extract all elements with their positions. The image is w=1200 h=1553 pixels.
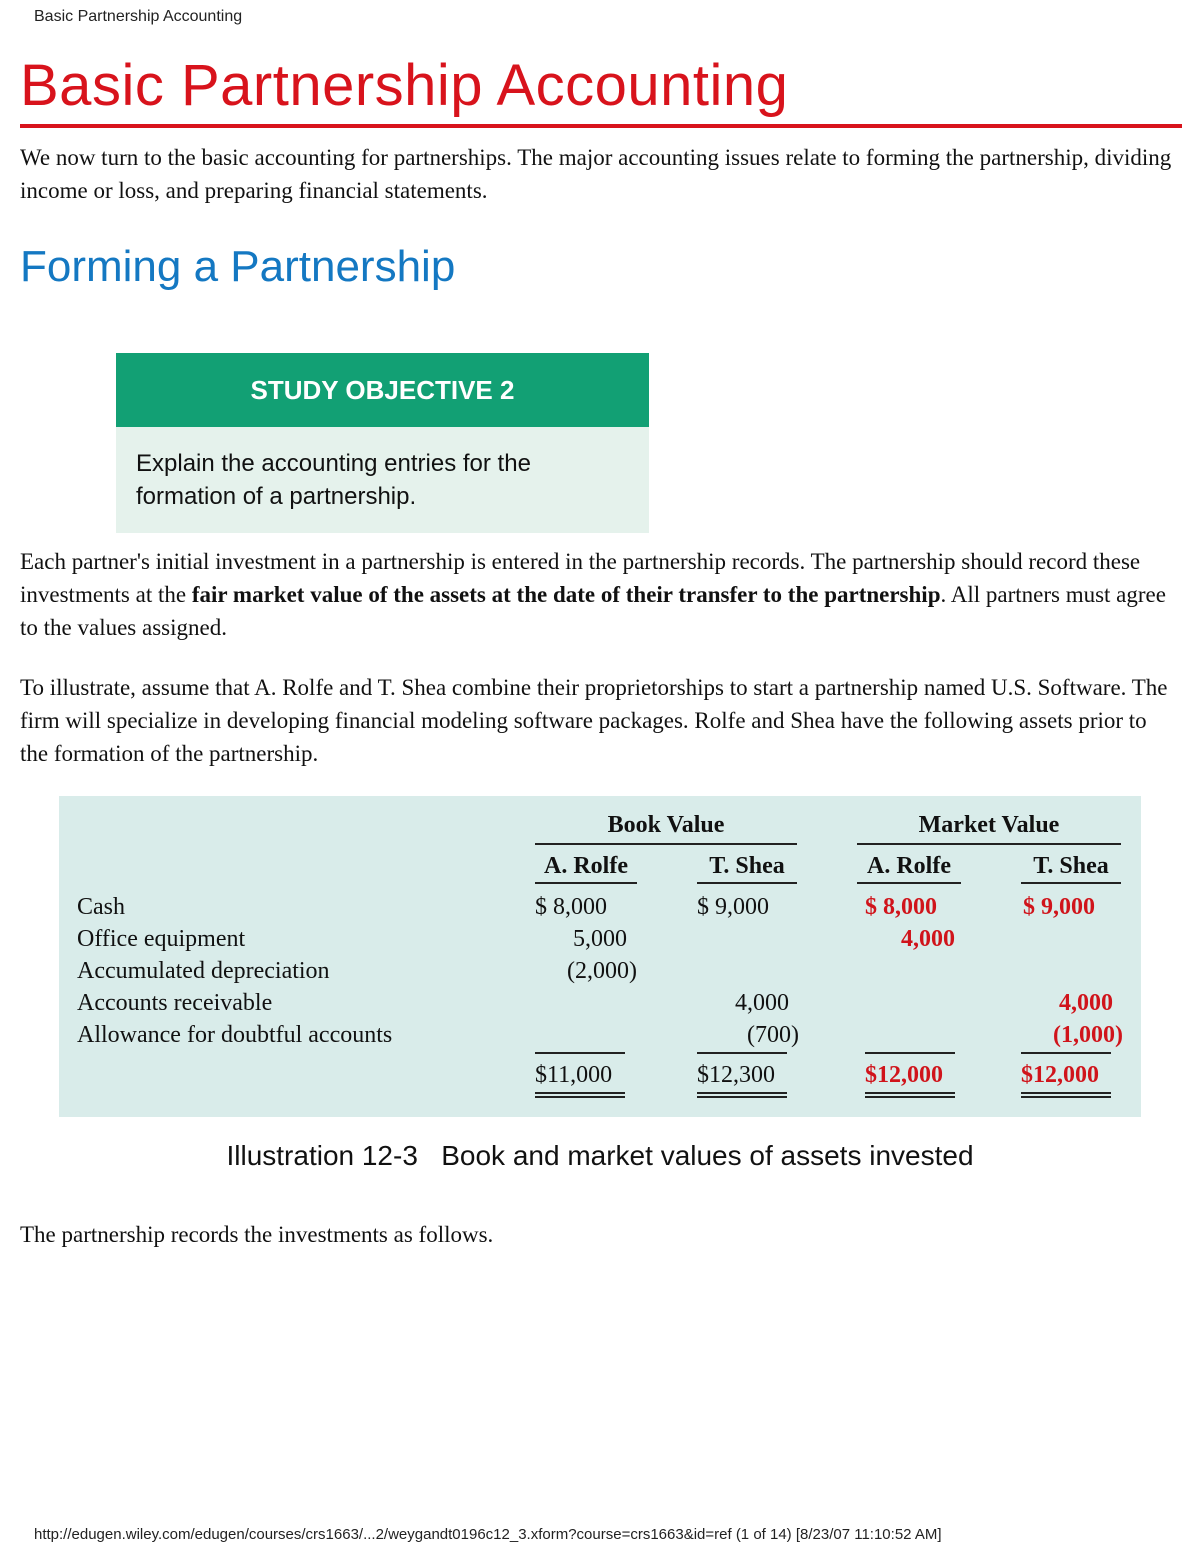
row-label: Accumulated depreciation <box>77 958 330 984</box>
total-cell: $12,300 <box>697 1062 775 1088</box>
table-cell: 5,000 <box>573 926 627 952</box>
total-double-rule <box>535 1092 625 1098</box>
study-objective-box <box>116 353 649 533</box>
subtotal-rule <box>1021 1052 1111 1054</box>
page-footer: http://edugen.wiley.com/edugen/courses/crs1663/...2/weygandt0196c12_3.xform?course=crs1663&id=ref (1 of 14) [8/23/07 11:10:52 AM] <box>34 1526 942 1543</box>
total-double-rule <box>1021 1092 1111 1098</box>
table-cell: 4,000 <box>901 926 955 952</box>
study-objective-heading: STUDY OBJECTIVE 2 <box>116 353 649 427</box>
row-label: Office equipment <box>77 926 246 952</box>
running-header: Basic Partnership Accounting <box>34 8 243 25</box>
table-cell: (700) <box>747 1022 799 1048</box>
investment-text-end: . All partners must agree to the values assigned. <box>20 582 1166 640</box>
col-book-rolfe: A. Rolfe <box>544 853 628 879</box>
table-cell: $ 9,000 <box>697 894 769 920</box>
asset-values-table <box>59 796 1141 1117</box>
subtotal-rule <box>535 1052 625 1054</box>
row-label: Allowance for doubtful accounts <box>77 1022 393 1048</box>
investment-paragraph <box>20 545 1180 644</box>
total-cell: $11,000 <box>535 1062 613 1088</box>
market-value-header: Market Value <box>918 812 1060 838</box>
row-label: Cash <box>77 894 125 920</box>
table-cell: $ 8,000 <box>535 894 607 920</box>
table-cell: 4,000 <box>1059 990 1113 1016</box>
subtotal-rule <box>697 1052 787 1054</box>
total-double-rule <box>865 1092 955 1098</box>
col-underline <box>1021 882 1121 884</box>
col-market-shea: T. Shea <box>1033 853 1109 879</box>
book-value-underline <box>535 843 797 845</box>
page-title: Basic Partnership Accounting <box>20 53 789 118</box>
table-cell: $ 9,000 <box>1023 894 1095 920</box>
table-cell: (1,000) <box>1053 1022 1123 1048</box>
closing-paragraph: The partnership records the investments as follows. <box>20 1222 494 1247</box>
illustration-caption: Illustration 12-3 Book and market values of assets invested <box>226 1140 974 1171</box>
section-heading: Forming a Partnership <box>20 242 456 291</box>
title-divider <box>20 124 1182 128</box>
illustration-paragraph: To illustrate, assume that A. Rolfe and T. Shea combine their proprietorships to start a partnership named U.S. Software. The firm will specialize in developing financial modeling software packages. Rolfe and Shea have the following assets prior to the formation of the partnership. <box>20 675 1168 766</box>
total-cell: $12,000 <box>1021 1062 1099 1088</box>
col-book-shea: T. Shea <box>709 853 785 879</box>
study-objective-text: Explain the accounting entries for the formation of a partnership. <box>116 427 649 533</box>
total-double-rule <box>697 1092 787 1098</box>
col-market-rolfe: A. Rolfe <box>867 853 951 879</box>
intro-paragraph: We now turn to the basic accounting for partnerships. The major accounting issues relate to forming the partnership, dividing income or loss, and preparing financial statements. <box>20 145 1172 203</box>
table-cell: 4,000 <box>735 990 789 1016</box>
book-value-header: Book Value <box>607 812 725 838</box>
investment-text-start: Each partner's initial investment in a partnership is entered in the partnership records. The partnership should record these investments at the <box>20 549 1141 607</box>
investment-emphasis: fair market value of the assets at the date of their transfer to the partnership <box>191 582 941 607</box>
table-cell: $ 8,000 <box>865 894 937 920</box>
col-underline <box>697 882 797 884</box>
total-cell: $12,000 <box>865 1062 943 1088</box>
market-value-underline <box>857 843 1121 845</box>
col-underline <box>535 882 637 884</box>
subtotal-rule <box>865 1052 955 1054</box>
row-label: Accounts receivable <box>77 990 273 1016</box>
col-underline <box>857 882 961 884</box>
table-cell: (2,000) <box>567 958 637 984</box>
